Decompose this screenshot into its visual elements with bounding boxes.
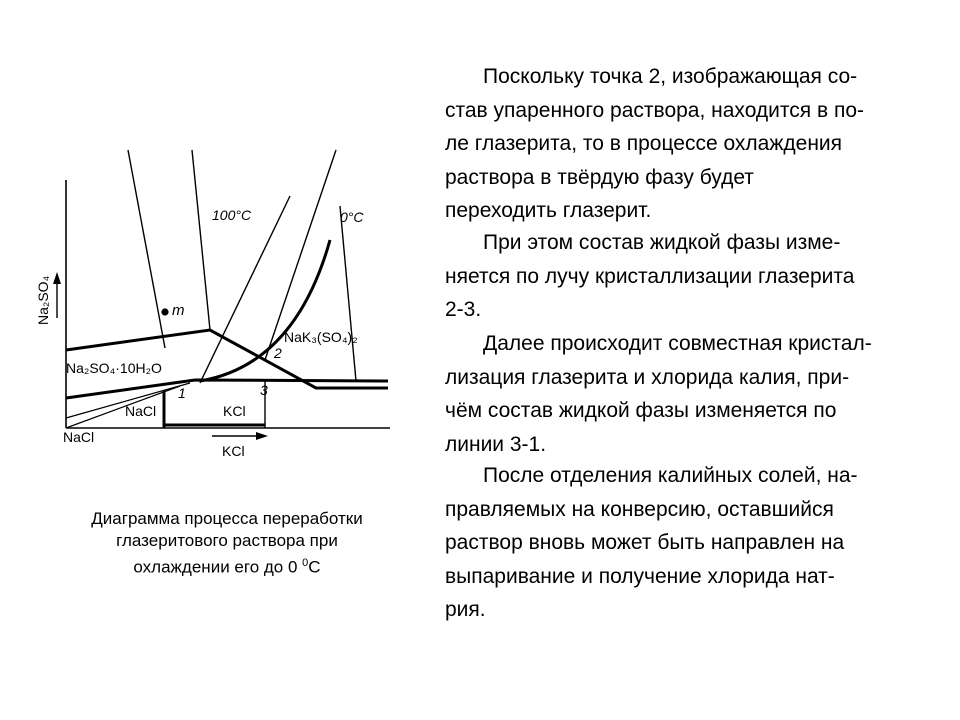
paragraph-3-line-4: линии 3-1.	[445, 432, 547, 456]
label-kcl-axis: KCl	[222, 443, 245, 459]
label-m: m	[172, 302, 185, 319]
paragraph-2-line-2: няется по лучу кристаллизации глазерита	[445, 264, 855, 288]
paragraph-3-line-3: чём состав жидкой фазы изменяется по	[445, 399, 837, 422]
phase-diagram	[0, 0, 440, 500]
label-0c: 0°C	[340, 209, 364, 225]
label-point-1: 1	[178, 385, 186, 401]
label-nacl-field: NaCl	[125, 403, 157, 419]
diagram-caption	[62, 508, 392, 579]
paragraph-1-line-3: ле глазерита, то в процессе охлаждения	[445, 132, 843, 155]
caption-line-3-text: охлаждении его до 0	[133, 557, 303, 577]
paragraph-1-line-5: переходить глазерит.	[445, 199, 652, 222]
paragraph-4-line-3: раствор вновь может быть направлен на	[445, 531, 845, 554]
isotherm-100-left	[128, 150, 165, 348]
label-na2so4-axis: Na₂SO₄	[35, 275, 51, 325]
paragraph-3-line-1: Далее происходит совместная кристал-	[483, 332, 872, 355]
paragraph-4-line-2: правляемых на конверсию, оставшийся	[445, 497, 834, 521]
label-100c: 100°C	[212, 207, 252, 223]
paragraph-3-line-2: лизация глазерита и хлорида калия, при-	[445, 365, 850, 389]
label-point-2: 2	[274, 345, 282, 361]
isotherm-0-right	[340, 206, 356, 381]
caption-line-2: глазеритового раствора при	[116, 531, 338, 550]
paragraph-1-line-4: раствора в твёрдую фазу будет	[445, 165, 754, 189]
paragraph-1	[445, 60, 935, 228]
paragraph-4	[445, 459, 935, 627]
caption-line-3	[62, 552, 392, 579]
paragraph-4-line-1: После отделения калийных солей, на-	[483, 464, 858, 487]
paragraph-2-line-3: 2-3.	[445, 298, 482, 321]
label-nacl-axis: NaCl	[63, 429, 95, 445]
label-mirabilite: Na₂SO₄·10H₂O	[66, 360, 162, 376]
x-arrow-head	[256, 432, 268, 440]
point-m	[161, 308, 168, 315]
caption-line-3-unit: С	[308, 557, 321, 577]
paragraph-4-line-4: выпаривание и получение хлорида нат-	[445, 564, 835, 588]
paragraph-1-line-1: Поскольку точка 2, изображающая со-	[483, 65, 858, 88]
y-arrow-head	[53, 272, 61, 284]
paragraph-2-line-1: При этом состав жидкой фазы изме-	[483, 231, 841, 254]
paragraph-4-line-5: рия.	[445, 598, 486, 621]
isotherm-100-right	[192, 150, 210, 330]
caption-line-1: Диаграмма процесса переработки	[91, 509, 363, 528]
caption-degree-sup: 0	[302, 557, 309, 569]
paragraph-3	[445, 327, 935, 461]
paragraph-1-line-2: став упаренного раствора, находится в по-	[445, 98, 865, 122]
label-glaserite: NaK₃(SO₄)₂	[284, 329, 358, 345]
paragraph-2	[445, 226, 935, 327]
label-point-3: 3	[260, 382, 268, 398]
label-kcl-field: KCl	[223, 403, 246, 419]
